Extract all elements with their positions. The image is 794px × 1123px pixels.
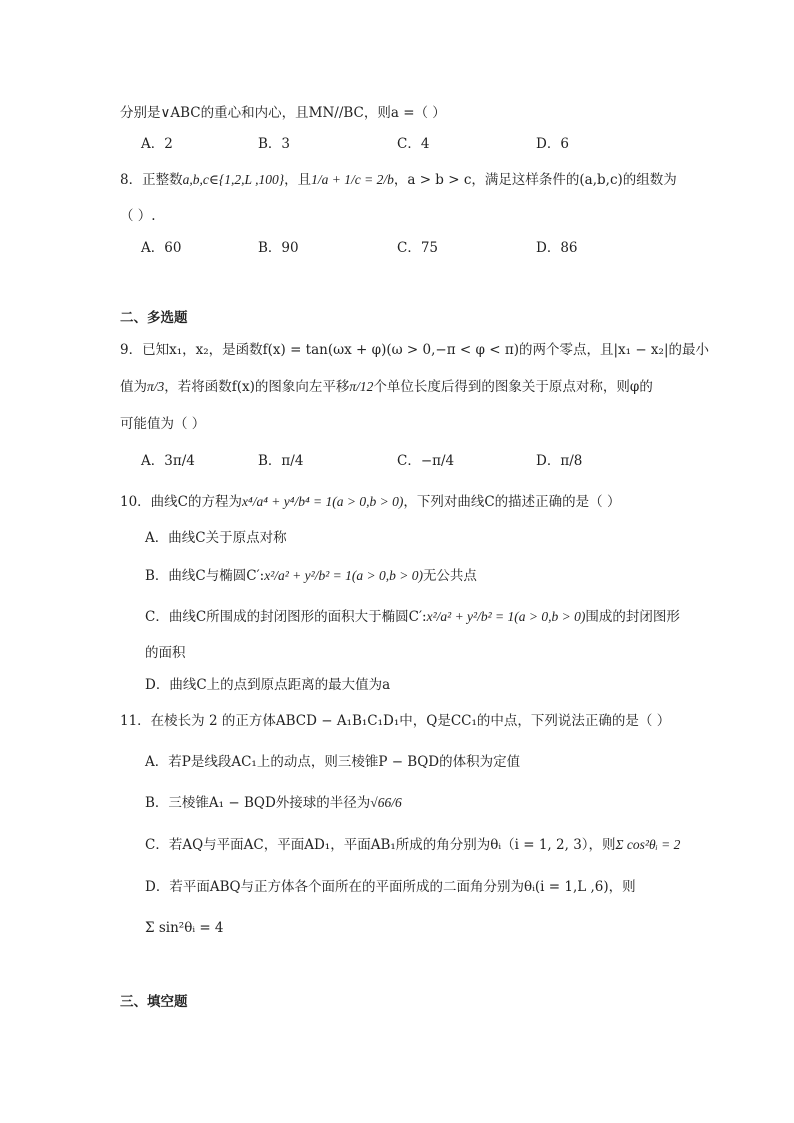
q10-option-c-cont: 的面积: [145, 645, 186, 661]
q9-text-b: ，若将函数f(x)的图象向左平移: [164, 379, 350, 395]
q9-option-b: B．π/4: [258, 453, 304, 469]
q10-option-d: D．曲线C上的点到原点距离的最大值为a: [145, 677, 391, 693]
q11-option-a: A．若P是线段AC₁上的动点，则三棱锥P − BQD的体积为定值: [145, 754, 521, 770]
q11-line-1: 11．在棱长为 2 的正方体ABCD − A₁B₁C₁D₁中，Q是CC₁的中点，下列说法正确的是（ ）: [120, 713, 671, 729]
q10-line-1: [120, 492, 620, 512]
q11-c-sum: Σ cos²θᵢ = 2: [615, 837, 681, 852]
q7-option-a: A．2: [141, 136, 173, 152]
q9-line-1: 9．已知x₁，x₂，是函数f(x) = tan(ωx + φ)(ω > 0,−π < φ < π)的两个零点，且|x₁ − x₂|的最小: [120, 342, 710, 358]
q8-option-a: A．60: [141, 240, 182, 256]
q10-b-text: B．曲线C与椭圆C′:: [145, 568, 265, 584]
q10-c-text: C．曲线C所围成的封闭图形的面积大于椭圆C′:: [145, 609, 427, 625]
q11-b-radius: √66/6: [370, 795, 402, 810]
q10-tail: ，下列对曲线C的描述正确的是（ ）: [403, 494, 621, 510]
q9-option-c: C．−π/4: [397, 453, 455, 469]
q9-text-c: 个单位长度后得到的图象关于原点对称，则φ的: [373, 379, 653, 395]
q10-equation: x⁴/a⁴ + y⁴/b⁴ = 1(a > 0,b > 0): [242, 494, 404, 509]
q8-equation: 1/a + 1/c = 2/b: [311, 172, 394, 187]
q11-c-text: C．若AQ与平面AC，平面AD₁，平面AB₁所成的角分别为θᵢ（i = 1, 2, 3），则: [145, 837, 616, 853]
q7-line: 分别是∨ABC的重心和内心，且MN//BC，则a =（ ）: [120, 105, 446, 121]
q9-line-3: 可能值为（ ）: [120, 416, 206, 432]
q11-option-c: [145, 835, 680, 855]
q10-b-tail: 无公共点: [422, 568, 477, 584]
q9-fraction-1: π/3: [147, 379, 165, 394]
q8-number: 8．正整数: [120, 172, 183, 188]
q8-option-b: B．90: [258, 240, 299, 256]
q10-lead: 10．曲线C的方程为: [120, 494, 243, 510]
q9-option-d: D．π/8: [536, 453, 583, 469]
q8-mid: ，且: [284, 172, 312, 188]
q8-option-c: C．75: [397, 240, 439, 256]
q9-option-a: A．3π/4: [141, 453, 195, 469]
q7-option-d: D．6: [536, 136, 569, 152]
q9-fraction-2: π/12: [349, 379, 374, 394]
q10-c-tail: 围成的封闭图形: [585, 609, 680, 625]
q9-text-a: 值为: [120, 379, 147, 395]
q10-option-a: A．曲线C关于原点对称: [145, 530, 287, 546]
q10-option-c: [145, 607, 680, 627]
q10-option-b: [145, 566, 477, 586]
q11-option-b: [145, 793, 402, 813]
q11-b-text: B．三棱锥A₁ − BQD外接球的半径为: [145, 795, 371, 811]
q8-cond1: a,b,c∈{1,2,L ,100}: [182, 172, 285, 187]
q11-option-d-sum: Σ sin²θᵢ = 4: [145, 920, 224, 936]
q11-option-d: D．若平面ABQ与正方体各个面所在的平面所成的二面角分别为θᵢ(i = 1,L ,6)，则: [145, 879, 636, 895]
q8-line-1: [120, 170, 677, 190]
q8-cond2: ，a > b > c，满足这样条件的(a,b,c)的组数为: [393, 172, 677, 188]
q9-line-2: [120, 377, 653, 397]
section-title-fill-blank: 三、填空题: [120, 994, 188, 1010]
q10-b-equation: x²/a² + y²/b² = 1(a > 0,b > 0): [264, 568, 423, 583]
q8-option-d: D．86: [536, 240, 578, 256]
q8-line-2: （ ）.: [120, 208, 156, 224]
section-title-multi-choice: 二、多选题: [120, 310, 188, 326]
q7-option-b: B．3: [258, 136, 291, 152]
q10-c-equation: x²/a² + y²/b² = 1(a > 0,b > 0): [426, 609, 586, 624]
q7-option-c: C．4: [397, 136, 430, 152]
